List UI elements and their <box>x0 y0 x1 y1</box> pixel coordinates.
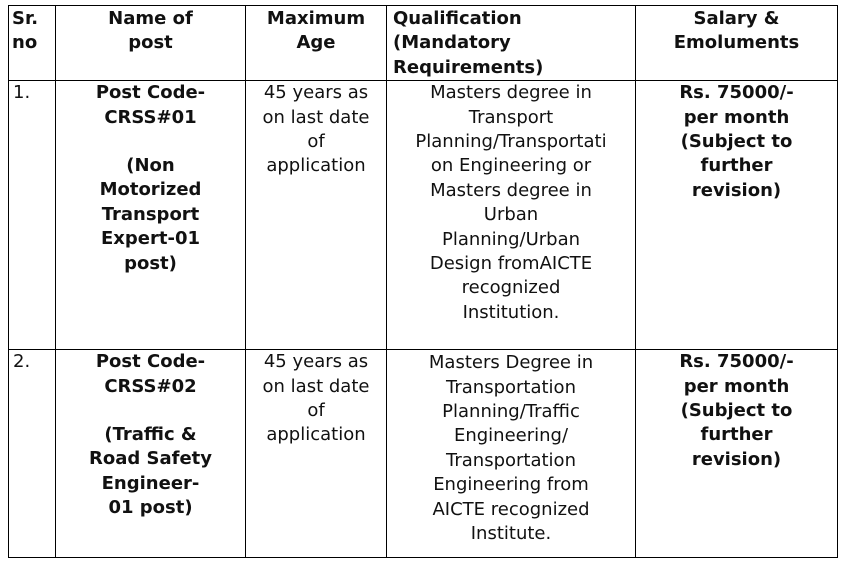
post-title: 01 post) <box>108 497 193 519</box>
header-name-of-post <box>56 6 246 81</box>
salary-text: Rs. 75000/- <box>679 351 794 373</box>
qualification-text: Planning/Urban <box>441 228 581 250</box>
header-maximum-age <box>246 6 387 81</box>
post-title: post) <box>124 252 177 274</box>
header-text: post <box>128 32 173 54</box>
salary-text: further <box>700 155 773 177</box>
cell-sr-no: 1. <box>9 81 56 350</box>
salary-text: Rs. 75000/- <box>679 82 794 104</box>
post-title: (Traffic & <box>104 424 197 446</box>
post-title: (Non <box>126 155 175 177</box>
cell-max-age <box>246 350 387 558</box>
table-header-row <box>9 6 838 81</box>
salary-text: (Subject to <box>680 400 793 422</box>
qualification-text: Masters degree in <box>430 179 592 201</box>
qualification-text: Transportation <box>446 376 576 398</box>
post-title: Motorized <box>99 179 202 201</box>
age-text: of <box>307 131 325 153</box>
age-text: application <box>266 155 366 177</box>
header-sr-no <box>9 6 56 81</box>
header-text: Sr. <box>12 8 39 29</box>
age-text: 45 years as <box>263 82 369 104</box>
qualification-text: Institute. <box>470 523 552 545</box>
qualification-text: Institution. <box>462 301 560 323</box>
salary-text: per month <box>683 106 790 128</box>
spacer <box>60 130 241 154</box>
post-code: CRSS#02 <box>104 375 197 397</box>
post-title: Road Safety <box>88 448 212 470</box>
qualification-text: Planning/Traffic <box>442 401 580 423</box>
header-text: Age <box>296 32 336 54</box>
salary-text: per month <box>683 375 790 397</box>
header-salary <box>636 6 838 81</box>
cell-qualification <box>387 350 636 558</box>
qualification-text: on Engineering or <box>430 155 592 177</box>
post-code: CRSS#01 <box>104 106 197 128</box>
header-qualification <box>387 6 636 81</box>
post-code: Post Code- <box>95 82 206 104</box>
qualification-text: recognized <box>461 277 561 299</box>
cell-sr-no: 2. <box>9 350 56 558</box>
age-text: of <box>307 400 325 422</box>
qualification-text: Design fromAICTE <box>429 253 593 275</box>
age-text: 45 years as <box>263 351 369 373</box>
age-text: on last date <box>262 375 370 397</box>
qualification-text: Engineering from <box>433 474 589 496</box>
spacer <box>60 399 241 423</box>
header-text: Emoluments <box>673 32 800 54</box>
header-text: (Mandatory <box>393 32 511 54</box>
qualification-text: Transportation <box>446 449 576 471</box>
age-text: on last date <box>262 106 370 128</box>
cell-max-age <box>246 81 387 350</box>
post-title: Transport <box>101 203 200 225</box>
header-text: no <box>12 32 38 54</box>
salary-text: further <box>700 424 773 446</box>
qualification-text: Masters degree in <box>430 82 592 104</box>
header-text: Maximum <box>266 8 366 29</box>
header-text: Name of <box>108 8 193 29</box>
qualification-text: Masters Degree in <box>428 352 594 374</box>
qualification-text: Urban <box>483 204 539 226</box>
qualification-text: Planning/Transportati <box>415 131 607 153</box>
salary-text: revision) <box>691 179 782 201</box>
table-row <box>9 81 838 350</box>
cell-post-name <box>56 350 246 558</box>
post-title: Expert-01 <box>101 228 200 250</box>
qualification-text: AICTE recognized <box>432 498 590 520</box>
post-code: Post Code- <box>95 351 206 373</box>
qualification-text: Engineering/ <box>453 425 569 447</box>
header-text: Qualification <box>393 8 522 29</box>
qualification-text: Transport <box>468 106 554 128</box>
cell-qualification <box>387 81 636 350</box>
table-row <box>9 350 838 558</box>
cell-salary <box>636 81 838 350</box>
header-text: Requirements) <box>393 56 544 78</box>
cell-post-name <box>56 81 246 350</box>
age-text: application <box>266 424 366 446</box>
post-title: Engineer- <box>101 472 200 494</box>
salary-text: (Subject to <box>680 131 793 153</box>
recruitment-table <box>8 5 838 558</box>
header-text: Salary & <box>693 8 780 29</box>
cell-salary <box>636 350 838 558</box>
salary-text: revision) <box>691 448 782 470</box>
